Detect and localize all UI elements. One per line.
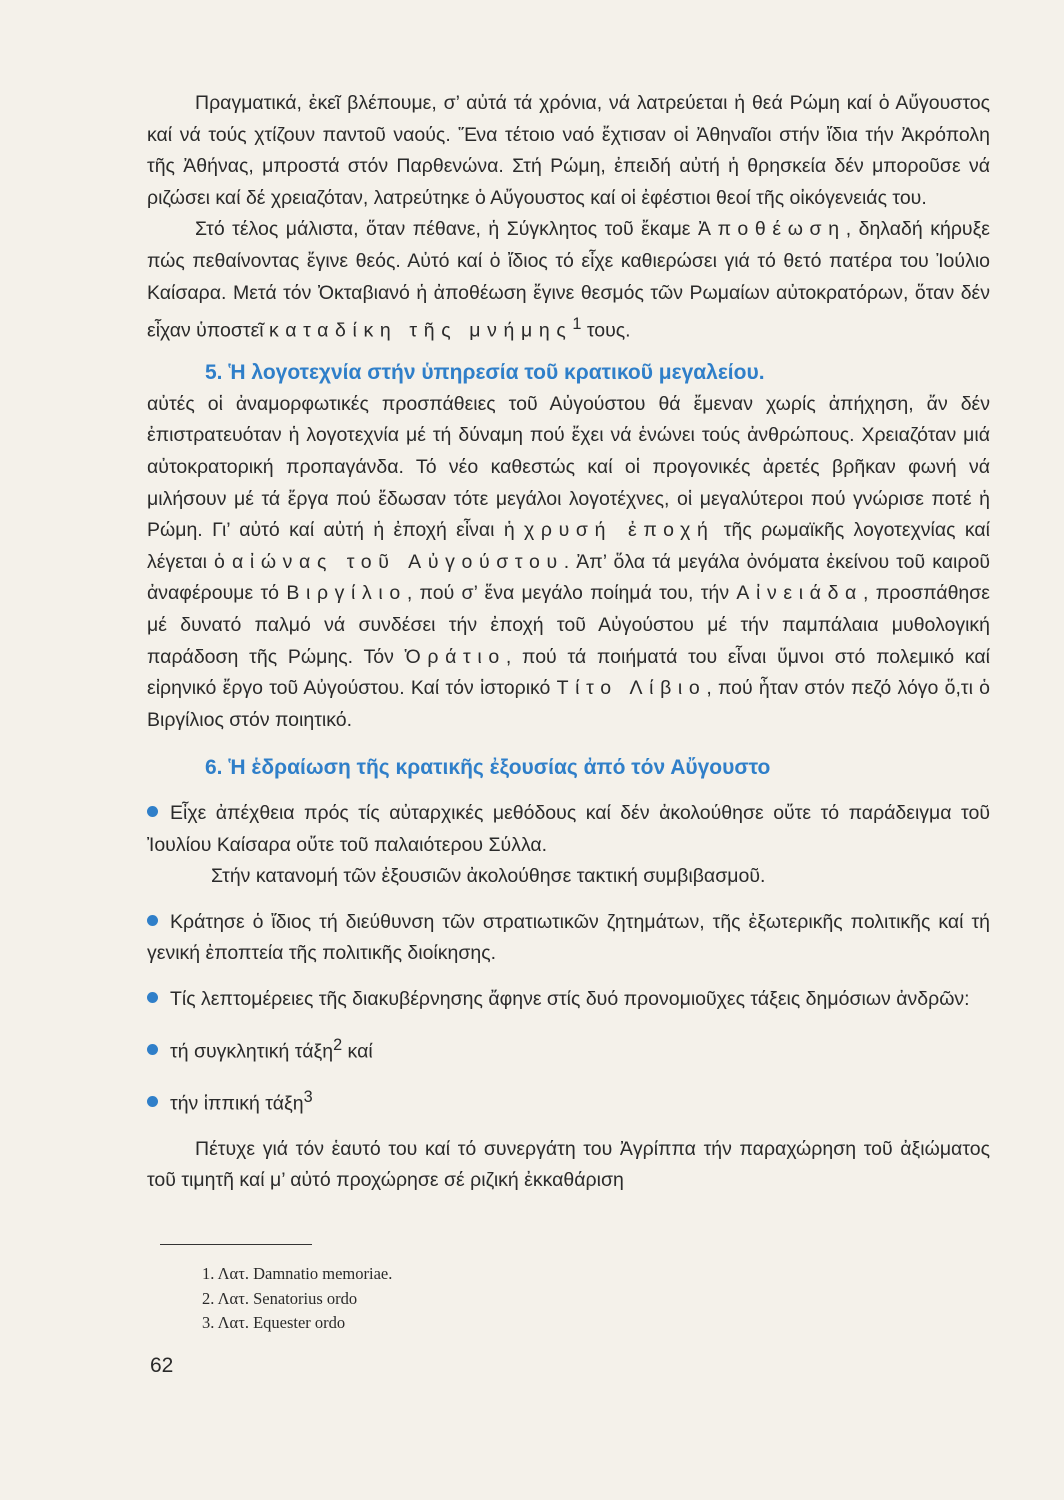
list-item: Κράτησε ὁ ἴδιος τή διεύθυνση τῶν στρατιωτικῶν ζητημάτων, τῆς ἐξωτερικῆς πολιτικῆς καί τή γενική ἐποπτεία τῆς πολιτικῆς διοίκησης. — [147, 910, 990, 965]
footnote-ref-2: 2 — [333, 1035, 343, 1054]
paragraph-apotheosis: Στό τέλος μάλιστα, ὅταν πέθανε, ἡ Σύγκλητος τοῦ ἔκαμε Ἀποθέωση, δηλαδή κήρυξε πώς πεθαίνοντας ἔγινε θεός. Αὐτό καί ὁ ἴδιος τό εἶχε καθιερώσει γιά τό θετό πατέρα του Ἰούλιο Καίσαρα. Μετά τόν Ὀκταβιανό ἡ ἀποθέωση ἔγινε θεσμός τῶν Ρωμαίων αὐτοκρατόρων, ὅταν δέν εἶχαν ὑποστεῖ καταδίκη τῆς μνήμης$^1$ τους. — [147, 218, 990, 342]
footnote-ref-3: 3 — [303, 1087, 313, 1106]
footnote: 1. Λατ. Damnatio memoriae. — [202, 1264, 393, 1283]
footnotes — [202, 1262, 392, 1336]
list-item: τή συγκλητική τάξη$^2$ καί — [147, 1030, 990, 1068]
page-number: 62 — [150, 1354, 174, 1377]
footnote-ref-1: 1 — [572, 315, 582, 334]
list-item: Τίς λεπτομέρειες τῆς διακυβέρνησης ἄφηνε στίς δυό προνομιοῦχες τάξεις δημόσιων ἀνδρῶν: — [147, 984, 990, 1016]
paragraph-worship: Πραγματικά, ἐκεῖ βλέπουμε, σ’ αὐτά τά χρόνια, νά λατρεύεται ἡ θεά Ρώμη καί ὁ Αὔγουστος καί νά τούς χτίζουν παντοῦ ναούς. Ἕνα τέτοιο ναό ἔχτισαν οἱ Ἀθηναῖοι στήν ἴδια τήν Ἀκρόπολη τῆς Ἀθήνας, μπροστά στόν Παρθενώνα. Στή Ρώμη, ἐπειδή αὐτή ἡ θρησκεία δέν μποροῦσε νά ριζώσει καί δέ χρειαζόταν, λατρεύτηκε ὁ Αὔγουστος καί οἱ ἐφέστιοι θεοί τῆς οἰκόγενειάς του. — [147, 92, 990, 209]
paragraph-compromise: Στήν κατανομή τῶν ἐξουσιῶν ἀκολούθησε τακτική συμβιβασμοῦ. — [211, 865, 766, 888]
footnote: 2. Λατ. Senatorius ordo — [202, 1288, 358, 1308]
spaced-term-apotheosis: Ἀποθέωση — [697, 218, 846, 241]
section-heading-6: 6. Ἡ ἑδραίωση τῆς κρατικῆς ἐξουσίας ἀπό τόν Αὔγουστο — [205, 756, 771, 780]
bullet-icon — [147, 915, 158, 926]
main-text — [147, 88, 990, 1197]
paragraph-agrippa: Πέτυχε γιά τόν ἑαυτό του καί τό συνεργάτη του Ἀγρίππα τήν παραχώρηση τοῦ ἀξιώματος τοῦ τιμητῆ καί μ’ αὐτό προχώρησε σέ ριζική ἐκκαθάριση — [147, 1137, 990, 1192]
list-item: Εἶχε ἀπέχθεια πρός τίς αὐταρχικές μεθόδους καί δέν ἀκολούθησε οὔτε τό παράδειγμα τοῦ Ἰουλίου Καίσαρα οὔτε τοῦ παλαιότερου Σύλλα. — [147, 801, 990, 856]
bullet-icon — [147, 1044, 158, 1055]
section-heading-5: 5. Ἡ λογοτεχνία στήν ὑπηρεσία τοῦ κρατικοῦ μεγαλείου. — [205, 361, 765, 385]
spaced-term-damnatio: καταδίκη τῆς μνήμης — [269, 319, 573, 342]
paragraph-literature: αὐτές οἱ ἀναμορφωτικές προσπάθειες τοῦ Αὐγούστου θά ἔμεναν χωρίς ἀπήχηση, ἄν δέν ἐπιστρατευόταν ἡ λογοτεχνία μέ τή δύναμη πού ἔχει νά ἑνώνει τούς ἀνθρώπους. Χρειαζόταν μιά αὐτοκρατορική προπαγάνδα. Τό νέο καθεστώς καί οἱ προγονικές ἀρετές βρῆκαν φωνή νά μιλήσουν μέ τά ἔργα πού ἔδωσαν τότε μεγάλοι λογοτέχνες, οἱ μεγαλύτεροι πού γνώρισε ποτέ ἡ Ρώμη. Γι’ αὐτό καί αὐτή ἡ ἐποχή εἶναι ἡ χρυσή ἐποχή τῆς ρωμαϊκῆς λογοτεχνίας καί λέγεται ὁ αἰώνας τοῦ Αὐγούστου. Ἀπ’ ὅλα τά μεγάλα ὀνόματα ἐκείνου τοῦ καιροῦ ἀναφέρουμε τό Βιργίλιο, πού σ’ ἕνα μεγάλο ποίημά του, τήν Αἰνειάδα, προσπάθησε μέ δυνατό παλμό νά συνδέσει τήν ἐποχή τοῦ Αὐγούστου μέ τήν παμπάλαια μυθολογική παράδοση τῆς Ρώμης. Τόν Ὁράτιο, πού τά ποιήματά του εἶναι ὕμνοι στό πολεμικό καί εἰρηνικό ἔργο τοῦ Αὐγούστου. Καί τόν ἱστορικό Τίτο Λίβιο, πού ἦταν στόν πεζό λόγο ὅ,τι ὁ Βιργίλιος στόν ποιητικό. — [147, 392, 991, 731]
footnote: 3. Λατ. Equester ordo — [202, 1313, 346, 1332]
bullet-icon — [147, 992, 158, 1003]
bullet-icon — [147, 1096, 158, 1107]
footnote-divider — [160, 1244, 312, 1245]
list-item: τήν ἱππική τάξη$^3$ — [147, 1082, 990, 1120]
bullet-icon — [147, 806, 158, 817]
